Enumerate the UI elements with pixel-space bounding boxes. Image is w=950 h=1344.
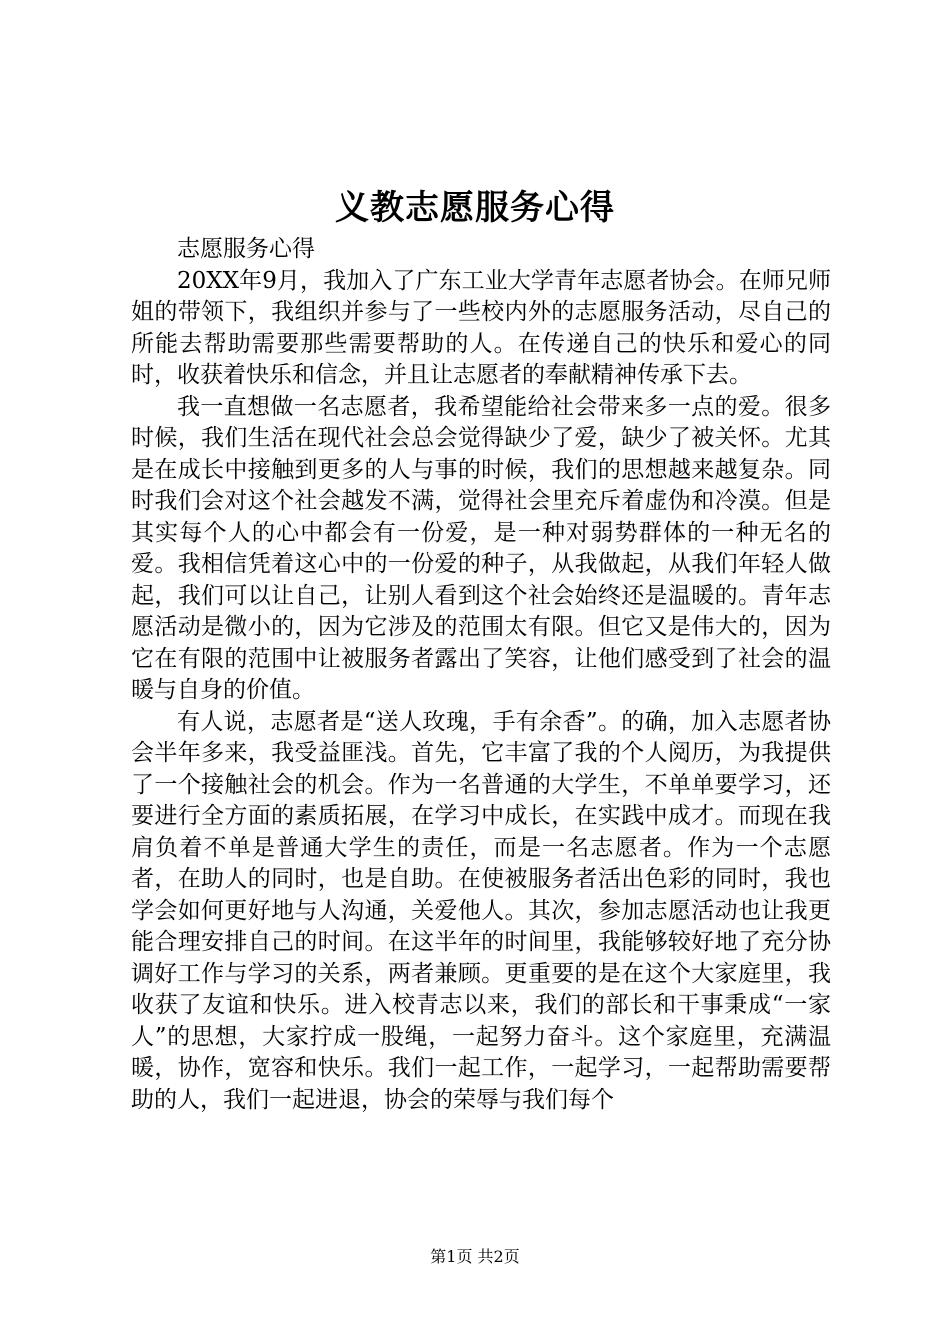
paragraph: 我一直想做一名志愿者，我希望能给社会带来多一点的爱。很多时候，我们生活在现代社会总会觉得缺少了爱，缺少了被关怀。尤其是在成长中接触到更多的人与事的时候，我们的思想越来越复杂。同时我们会对这个社会越发不满，觉得社会里充斥着虚伪和冷漠。但是其实每个人的心中都会有一份爱，是一种对弱势群体的一种无名的爱。我相信凭着这心中的一份爱的种子，从我做起，从我们年轻人做起，我们可以让自己，让别人看到这个社会始终还是温暖的。青年志愿活动是微小的，因为它涉及的范围太有限。但它又是伟大的，因为它在有限的范围中让被服务者露出了笑容，让他们感受到了社会的温暖与自身的价值。 [131,393,831,703]
document-body [131,234,831,1116]
document-title: 义教志愿服务心得 [335,188,615,228]
page-number-footer: 第1页 共2页 [430,1247,520,1266]
paragraph: 20XX年9月，我加入了广东工业大学青年志愿者协会。在师兄师姐的带领下，我组织并参与了一些校内外的志愿服务活动，尽自己的所能去帮助需要那些需要帮助的人。在传递自己的快乐和爱心的同时，收获着快乐和信念，并且让志愿者的奉献精神传承下去。 [131,267,831,388]
paragraph-heading: 志愿服务心得 [177,236,315,262]
paragraph: 有人说，志愿者是“送人玫瑰，手有余香”。的确，加入志愿者协会半年多来，我受益匪浅。首先，它丰富了我的个人阅历，为我提供了一个接触社会的机会。作为一名普通的大学生，不单单要学习，还要进行全方面的素质拓展，在学习中成长，在实践中成才。而现在我肩负着不单是普通大学生的责任，而是一名志愿者。作为一个志愿者，在助人的同时，也是自助。在使被服务者活出色彩的同时，我也学会如何更好地与人沟通，关爱他人。其次，参加志愿活动也让我更能合理安排自己的时间。在这半年的时间里，我能够较好地了充分协调好工作与学习的关系，两者兼顾。更重要的是在这个大家庭里，我收获了友谊和快乐。进入校青志以来，我们的部长和干事秉成“一家人”的思想，大家拧成一股绳，一起努力奋斗。这个家庭里，充满温暖，协作，宽容和快乐。我们一起工作，一起学习，一起帮助需要帮助的人，我们一起进退，协会的荣辱与我们每个 [131,708,831,1113]
